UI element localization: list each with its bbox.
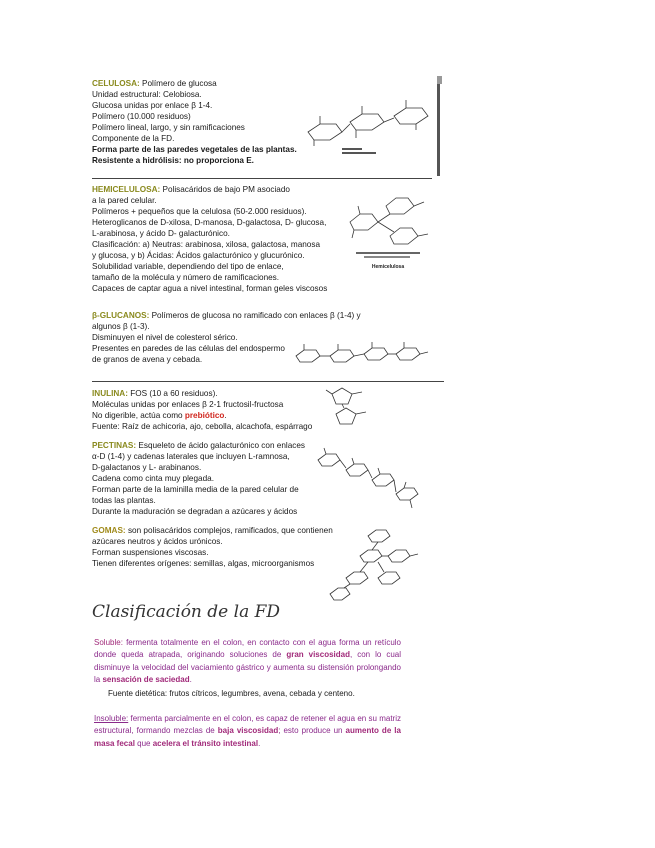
hemicelulosa-line: Capaces de captar agua a nivel intestinal, forman geles viscosos — [92, 284, 328, 293]
section-divider — [92, 381, 444, 382]
gomas-line: azúcares neutros y ácidos urónicos. — [92, 537, 223, 546]
celulosa-title-rest: Polímero de glucosa — [139, 79, 217, 88]
insoluble-paragraph — [94, 713, 401, 750]
section-divider — [92, 178, 432, 179]
soluble-text: , con lo cual disminuye la velocidad del vaciamiento gástrico y aumenta su distensión prolongando la — [94, 650, 401, 685]
prebiotico-highlight: prebiótico — [184, 411, 225, 420]
gomas-line: Forman suspensiones viscosas. — [92, 548, 209, 557]
glucanos-title-rest: Polímeros de glucosa no ramificado con enlaces β (1-4) y — [149, 311, 361, 320]
hemicelulosa-line: a la pared celular. — [92, 196, 157, 205]
gomas-line: Tienen diferentes orígenes: semillas, algas, microorganismos — [92, 559, 315, 568]
hemicelulosa-line: Solubilidad variable, dependiendo del tipo de enlace, — [92, 262, 284, 271]
hemicelulosa-line: tamaño de la molécula y número de ramificaciones. — [92, 273, 280, 282]
soluble-paragraph — [94, 637, 401, 687]
insoluble-text: ; esto produce un — [278, 726, 346, 736]
pectinas-line: α-D (1-4) y cadenas laterales que incluyen L-ramnosa, — [92, 452, 290, 461]
hemicelulosa-title-line — [92, 184, 327, 195]
saciedad-highlight: sensación de saciedad — [102, 675, 190, 685]
pectinas-line: Durante la maduración se degradan a azúcares y ácidos — [92, 507, 298, 516]
page-heading: Clasificación de la FD — [92, 602, 281, 622]
soluble-label: Soluble: — [94, 638, 123, 647]
hemicelulosa-title: HEMICELULOSA: — [92, 185, 161, 194]
gomas-section — [92, 525, 333, 569]
celulosa-title: CELULOSA: — [92, 79, 140, 88]
inulina-line: Fuente: Raíz de achicoria, ajo, cebolla, alcachofa, espárrago — [92, 422, 313, 431]
soluble-fuente: Fuente dietética: frutos cítricos, legumbres, avena, cebada y centeno. — [108, 689, 355, 698]
glucanos-title-line — [92, 310, 361, 321]
hemicelulosa-title-rest: Polisacáridos de bajo PM asociado — [160, 185, 290, 194]
hemicelulosa-line: y glucosa, y b) Ácidas: Ácidos galacturónico y glucurónico. — [92, 251, 305, 260]
inulina-line — [92, 410, 312, 421]
celulosa-line: Glucosa unidas por enlace β 1-4. — [92, 101, 213, 110]
pectinas-structure-image — [312, 444, 424, 516]
insoluble-label: Insoluble: — [94, 714, 129, 723]
hemicelulosa-structure-label: Hemicelulosa — [371, 264, 405, 270]
celulosa-section — [92, 78, 297, 166]
pectinas-title: PECTINAS: — [92, 441, 137, 450]
inulina-title-rest: FOS (10 a 60 residuos). — [127, 389, 218, 398]
masa-fecal-highlight: aumento de la masa fecal — [94, 726, 401, 748]
celulosa-title-line — [92, 78, 297, 89]
gomas-title-rest: son polisacáridos complejos, ramificados, que contienen — [125, 526, 333, 535]
soluble-text: . — [189, 675, 192, 685]
inulina-text: No digerible, actúa como — [92, 411, 185, 420]
inulina-title-line — [92, 388, 312, 399]
inulina-section — [92, 388, 312, 432]
gran-viscosidad-highlight: gran viscosidad — [286, 650, 350, 660]
inulina-text: . — [224, 411, 227, 420]
glucanos-line: de granos de avena y cebada. — [92, 355, 203, 364]
hemicelulosa-section — [92, 184, 327, 294]
page-edge-bar — [437, 76, 440, 176]
celulosa-structure-image — [298, 94, 436, 162]
pectinas-line: todas las plantas. — [92, 496, 156, 505]
pectinas-line: D-galactanos y L- arabinanos. — [92, 463, 202, 472]
pectinas-title-line — [92, 440, 305, 451]
inulina-structure-image — [322, 384, 372, 432]
hemicelulosa-structure-image — [338, 192, 438, 274]
glucanos-line: Presentes en paredes de las células del endospermo — [92, 344, 285, 353]
inulina-title: INULINA: — [92, 389, 128, 398]
celulosa-line: Unidad estructural: Celobiosa. — [92, 90, 202, 99]
pectinas-line: Forman parte de la laminilla media de la pared celular de — [92, 485, 299, 494]
glucanos-line: algunos β (1-3). — [92, 322, 150, 331]
glucanos-structure-image — [290, 338, 430, 370]
glucanos-line: Disminuyen el nivel de colesterol sérico. — [92, 333, 238, 342]
pectinas-title-rest: Esqueleto de ácido galacturónico con enlaces — [136, 441, 305, 450]
gomas-title-line — [92, 525, 333, 536]
gomas-structure-image — [316, 528, 422, 604]
hemicelulosa-line: Heteroglicanos de D-xilosa, D-manosa, D-galactosa, D- glucosa, — [92, 218, 327, 227]
soluble-text: fermenta totalmente en el colon, en contacto con el agua forma un retículo donde queda atrapada, originando soluciones de — [94, 638, 401, 660]
insoluble-text: que — [134, 738, 153, 748]
celulosa-bold-line: Resistente a hidrólisis: no proporciona E. — [92, 156, 254, 165]
celulosa-line: Polímero lineal, largo, y sin ramificaciones — [92, 123, 245, 132]
glucanos-title: β-GLUCANOS: — [92, 311, 150, 320]
insoluble-text: . — [258, 738, 261, 748]
inulina-line: Moléculas unidas por enlaces β 2-1 fructosil-fructosa — [92, 400, 284, 409]
page-edge-tick — [437, 76, 442, 84]
pectinas-line: Cadena como cinta muy plegada. — [92, 474, 214, 483]
pectinas-section — [92, 440, 305, 517]
baja-viscosidad-highlight: baja viscosidad — [217, 726, 279, 736]
celulosa-bold-line: Forma parte de las paredes vegetales de las plantas. — [92, 145, 297, 154]
celulosa-line: Componente de la FD. — [92, 134, 175, 143]
hemicelulosa-line: Clasificación: a) Neutras: arabinosa, xilosa, galactosa, manosa — [92, 240, 320, 249]
gomas-title: GOMAS: — [92, 526, 126, 535]
insoluble-text: fermenta parcialmente en el colon, es capaz de retener el agua en su matriz estructural, formando mezclas de — [94, 714, 401, 736]
hemicelulosa-line: L-arabinosa, y ácido D- galacturónico. — [92, 229, 230, 238]
celulosa-line: Polímero (10.000 residuos) — [92, 112, 191, 121]
transito-highlight: acelera el tránsito intestinal — [152, 738, 259, 748]
hemicelulosa-line: Polímeros + pequeños que la celulosa (50-2.000 residuos). — [92, 207, 307, 216]
